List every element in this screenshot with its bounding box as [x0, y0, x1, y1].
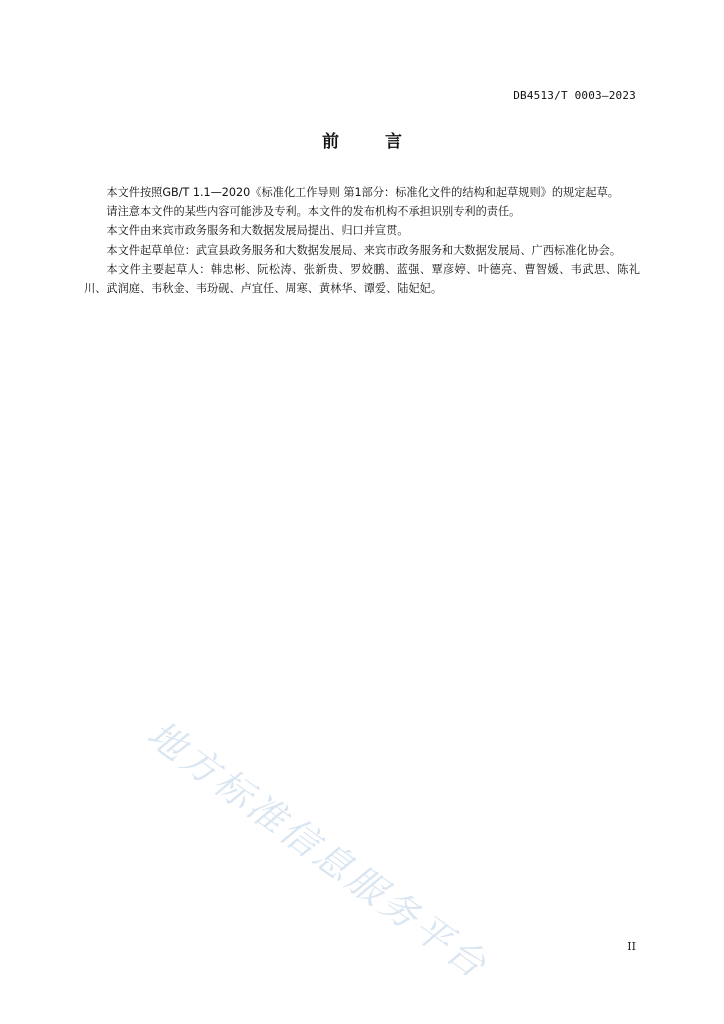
paragraph-drafting-rules: 本文件按照GB/T 1.1—2020《标准化工作导则 第1部分：标准化文件的结构和起草规则》的规定起草。	[106, 186, 619, 199]
paragraph-proposer: 本文件由来宾市政务服务和大数据发展局提出、归口并宣贯。	[106, 224, 409, 238]
paragraph-patent-notice: 请注意本文件的某些内容可能涉及专利。本文件的发布机构不承担识别专利的责任。	[106, 205, 521, 219]
paragraph-drafting-units: 本文件起草单位：武宣县政务服务和大数据发展局、来宾市政务服务和大数据发展局、广西标准化协会。	[106, 243, 622, 257]
paragraph-drafters: 本文件主要起草人：韩忠彬、阮松涛、张新贵、罗姣鹏、蓝强、覃彦婷、叶德亮、曹智媛、韦武思、陈礼川、武润庭、韦秋金、韦玢砚、卢宜任、周寒、黄林华、谭爱、陆妃妃。	[84, 262, 640, 296]
document-code: DB4513/T 0003—2023	[513, 89, 636, 102]
foreword-body	[84, 183, 640, 298]
page-number: II	[627, 940, 636, 953]
watermark: 地方标准信息服务平台	[139, 712, 497, 989]
page-title: 前言	[322, 132, 448, 152]
